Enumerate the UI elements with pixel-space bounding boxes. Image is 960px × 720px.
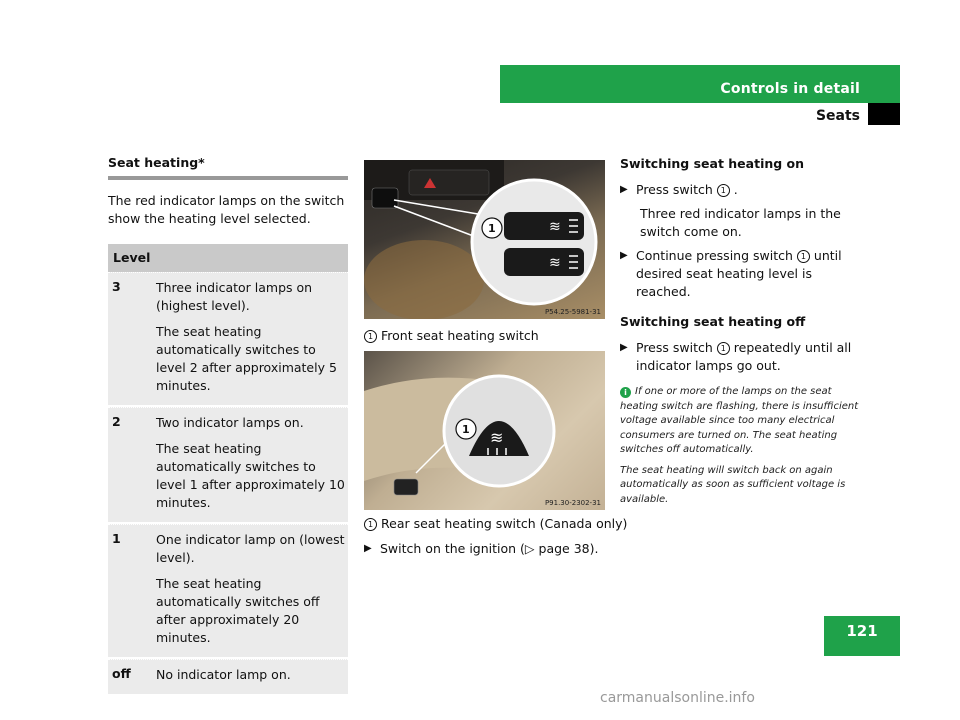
table-row (108, 272, 348, 405)
callout-number: 1 (717, 342, 730, 355)
note-text: The seat heating will switch back on again automatically as soon as sufficient voltage is available. (620, 464, 846, 505)
caption-text: Front seat heating switch (381, 328, 539, 343)
table-row (108, 524, 348, 657)
step-text: Continue pressing switch (636, 248, 793, 263)
step-text: Switch on the ignition (▷ page 38). (380, 541, 599, 556)
table-row (108, 659, 348, 694)
instructions-column (620, 155, 865, 513)
caption-text: Rear seat heating switch (Canada only) (381, 516, 628, 531)
heading-off: Switching seat heating off (620, 314, 806, 329)
desc-line: The seat heating automatically switches off after approximately 20 minutes. (156, 576, 320, 645)
desc-line: The seat heating automatically switches to level 2 after approximately 5 minutes. (156, 324, 337, 393)
desc-line: Three indicator lamps on (highest level). (156, 280, 313, 313)
callout-number: 1 (462, 423, 470, 436)
level-cell: 1 (112, 531, 121, 546)
svg-text:≋: ≋ (549, 219, 561, 235)
bullet-arrow-icon: ▶ (620, 250, 628, 261)
svg-text:≋: ≋ (549, 255, 561, 271)
front-switch-illustration (364, 160, 605, 319)
front-seat-heating-photo (364, 160, 605, 319)
info-note (620, 385, 865, 507)
rear-switch-caption (364, 515, 627, 533)
step-item (620, 339, 865, 375)
note-text: If one or more of the lamps on the seat heating switch are flashing, there is insufficient voltage available since too many electrical consumers are turned on. The seat heating switches off automatically. (620, 386, 859, 455)
image-code: P54.25-5981-31 (544, 308, 601, 316)
header-bar (500, 65, 900, 103)
page-number: 121 (824, 616, 900, 656)
level-cell: 3 (112, 279, 121, 294)
level-cell: 2 (112, 414, 121, 429)
subsection-title: Seats (815, 108, 860, 124)
watermark: carmanualsonline.info (600, 690, 755, 706)
desc-cell (156, 531, 346, 647)
callout-number: 1 (364, 330, 377, 343)
bullet-arrow-icon: ▶ (620, 184, 628, 195)
svg-text:≋: ≋ (490, 428, 504, 447)
info-icon: i (620, 387, 631, 398)
callout-number: 1 (797, 250, 810, 263)
callout-number: 1 (488, 222, 496, 235)
section-title: Controls in detail (720, 81, 860, 97)
step-text-end: until desired seat heating level is reached. (636, 248, 842, 299)
desc-cell (156, 414, 346, 512)
step-text: Press switch (636, 182, 713, 197)
desc-line: One indicator lamp on (lowest level). (156, 532, 345, 565)
table-row (108, 407, 348, 522)
bullet-arrow-icon: ▶ (364, 543, 372, 554)
level-table (108, 244, 348, 694)
image-code: P91.30-2302-31 (544, 499, 601, 507)
rear-seat-heating-photo (364, 351, 605, 510)
step-text-end: repeatedly until all indicator lamps go out. (636, 340, 852, 373)
step-text-end: . (733, 182, 738, 197)
step-item (620, 181, 865, 199)
step-result: Three red indicator lamps in the switch come on. (640, 206, 841, 239)
level-cell: off (112, 666, 131, 681)
rear-switch-illustration (364, 351, 605, 510)
desc-cell (156, 666, 346, 684)
desc-cell (156, 279, 346, 395)
section-heading: Seat heating* (108, 155, 205, 170)
seat-heating-section (108, 155, 348, 694)
step-item (620, 247, 865, 301)
heading-rule (108, 176, 348, 180)
desc-line: No indicator lamp on. (156, 667, 291, 682)
callout-number: 1 (364, 518, 377, 531)
desc-line: Two indicator lamps on. (156, 415, 304, 430)
desc-line: The seat heating automatically switches to level 1 after approximately 10 minutes. (156, 441, 345, 510)
bullet-arrow-icon: ▶ (620, 342, 628, 353)
heading-on: Switching seat heating on (620, 156, 805, 171)
step-text: Press switch (636, 340, 713, 355)
intro-text: The red indicator lamps on the switch show the heating level selected. (108, 193, 345, 226)
step-ignition (364, 540, 598, 558)
callout-number: 1 (717, 184, 730, 197)
table-header: Level (108, 244, 348, 272)
header-tab-marker (868, 103, 900, 125)
front-switch-caption (364, 327, 539, 345)
